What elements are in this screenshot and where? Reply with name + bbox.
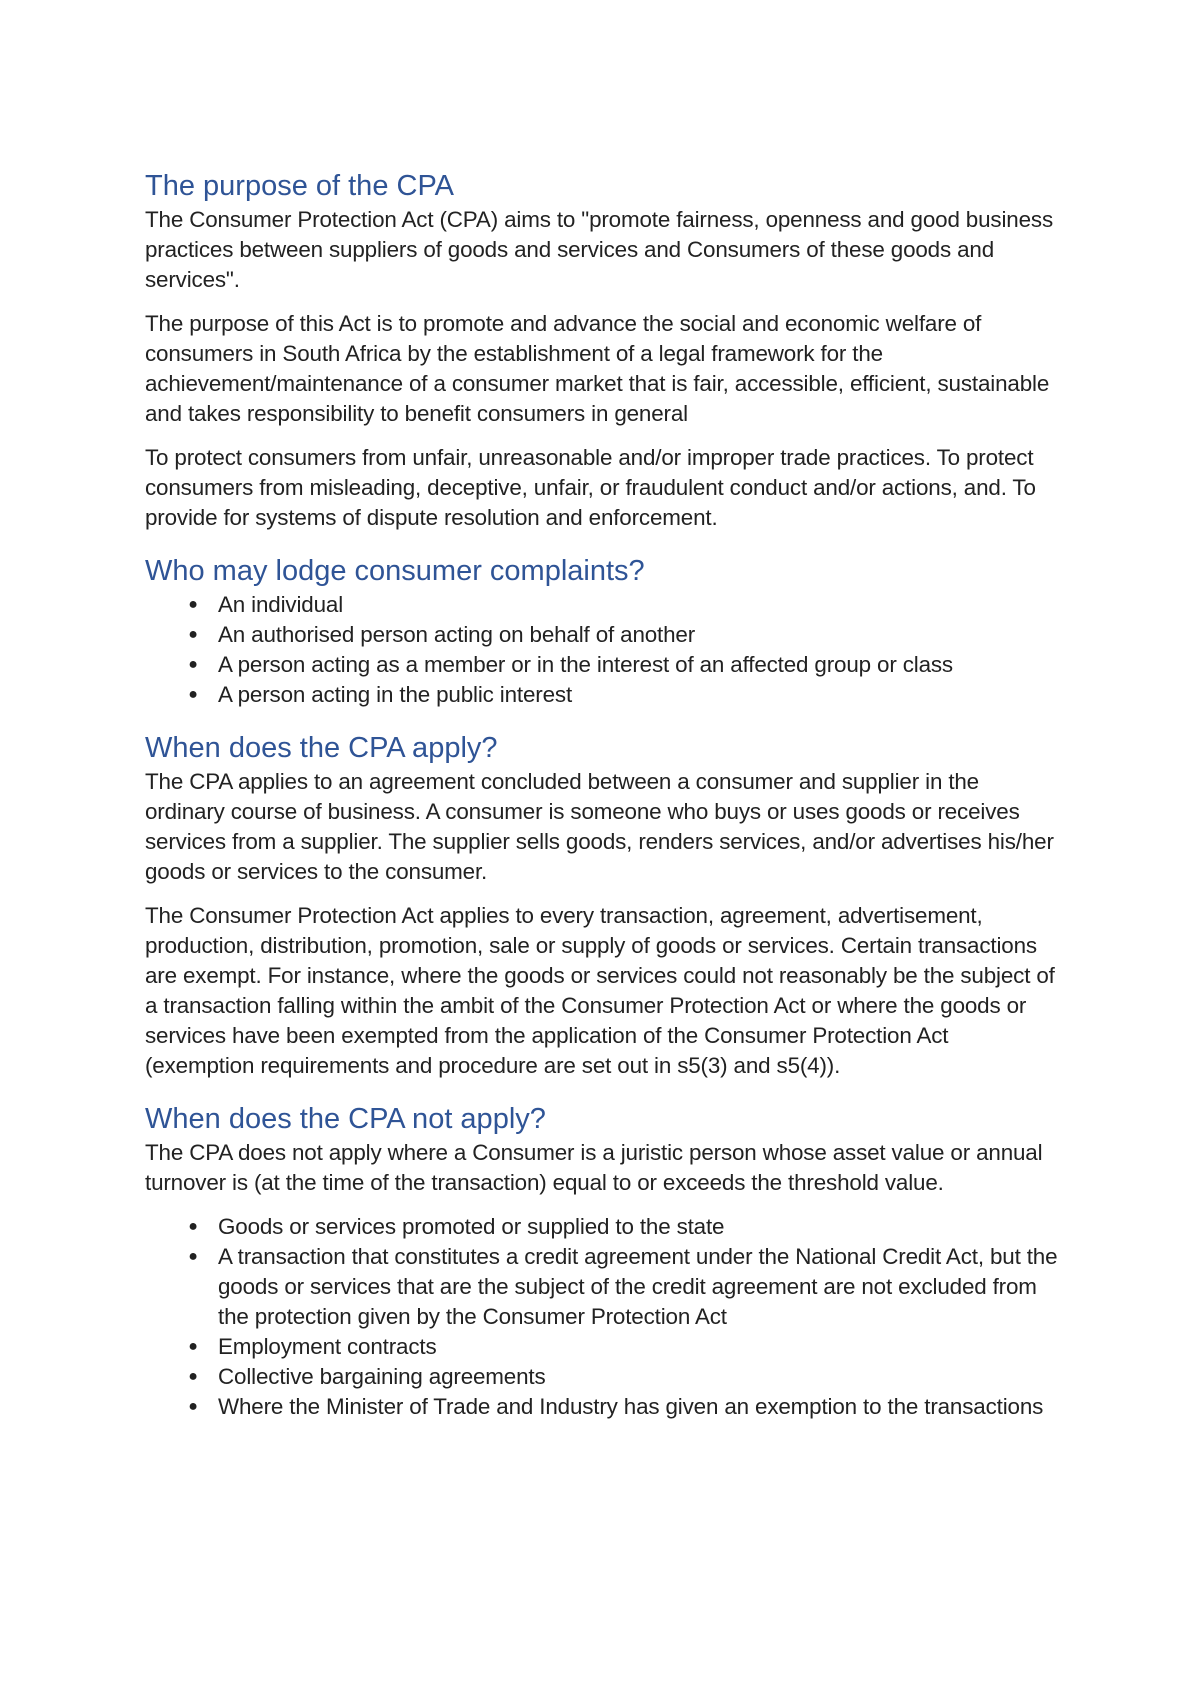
list-item-text: Goods or services promoted or supplied to the state — [218, 1214, 725, 1239]
bullet-icon: ● — [188, 1338, 198, 1355]
paragraph: The Consumer Protection Act applies to every transaction, agreement, advertisement, production, distribution, promotion, sale or supply of goods or services. Certain transactions are exempt. For instance, where the goods or services could not reasonably be the subject of a transaction falling within the ambit of the Consumer Protection Act or where the goods or services have been exempted from the application of the Consumer Protection Act (exemption requirements and procedure are set out in s5(3) and s5(4)). — [145, 903, 1055, 1078]
bullet-icon: ● — [188, 656, 198, 673]
complainants-list — [145, 590, 1060, 710]
list-item — [145, 680, 1060, 710]
bullet-icon: ● — [188, 686, 198, 703]
list-item-text: A transaction that constitutes a credit agreement under the National Credit Act, but the goods or services that are the subject of the credit agreement are not excluded from the protection given by the Consumer Protection Act — [218, 1244, 1058, 1329]
list-item — [145, 1242, 1060, 1332]
list-item — [145, 650, 1060, 680]
heading-who-may-lodge: Who may lodge consumer complaints? — [145, 555, 645, 587]
exemptions-list — [145, 1212, 1060, 1422]
list-item — [145, 1332, 1060, 1362]
heading-purpose: The purpose of the CPA — [145, 170, 454, 202]
heading-when-not-applies: When does the CPA not apply? — [145, 1103, 546, 1135]
list-item — [145, 590, 1060, 620]
list-item — [145, 620, 1060, 650]
bullet-icon: ● — [188, 1218, 198, 1235]
paragraph: The CPA does not apply where a Consumer is a juristic person whose asset value or annual turnover is (at the time of the transaction) equal to or exceeds the threshold value. — [145, 1140, 1043, 1195]
heading-when-applies: When does the CPA apply? — [145, 732, 498, 764]
paragraph: The CPA applies to an agreement concluded between a consumer and supplier in the ordinary course of business. A consumer is someone who buys or uses goods or receives services from a supplier. The supplier sells goods, renders services, and/or advertises his/her goods or services to the consumer. — [145, 769, 1054, 884]
bullet-icon: ● — [188, 596, 198, 613]
list-item — [145, 1212, 1060, 1242]
paragraph: To protect consumers from unfair, unreasonable and/or improper trade practices. To protect consumers from misleading, deceptive, unfair, or fraudulent conduct and/or actions, and. To provide for systems of dispute resolution and enforcement. — [145, 445, 1036, 530]
list-item — [145, 1362, 1060, 1392]
list-item-text: An authorised person acting on behalf of another — [218, 622, 696, 647]
bullet-icon: ● — [188, 1248, 198, 1265]
bullet-icon: ● — [188, 1368, 198, 1385]
list-item-text: A person acting as a member or in the interest of an affected group or class — [218, 652, 953, 677]
list-item — [145, 1392, 1060, 1422]
list-item-text: Employment contracts — [218, 1334, 437, 1359]
list-item-text: Collective bargaining agreements — [218, 1364, 546, 1389]
list-item-text: An individual — [218, 592, 344, 617]
bullet-icon: ● — [188, 1398, 198, 1415]
paragraph: The Consumer Protection Act (CPA) aims to "promote fairness, openness and good business practices between suppliers of goods and services and Consumers of these goods and services". — [145, 207, 1053, 292]
bullet-icon: ● — [188, 626, 198, 643]
list-item-text: Where the Minister of Trade and Industry has given an exemption to the transactions — [218, 1394, 1044, 1419]
list-item-text: A person acting in the public interest — [218, 682, 573, 707]
paragraph: The purpose of this Act is to promote and advance the social and economic welfare of consumers in South Africa by the establishment of a legal framework for the achievement/maintenance of a consumer market that is fair, accessible, efficient, sustainable and takes responsibility to benefit consumers in general — [145, 311, 1050, 426]
